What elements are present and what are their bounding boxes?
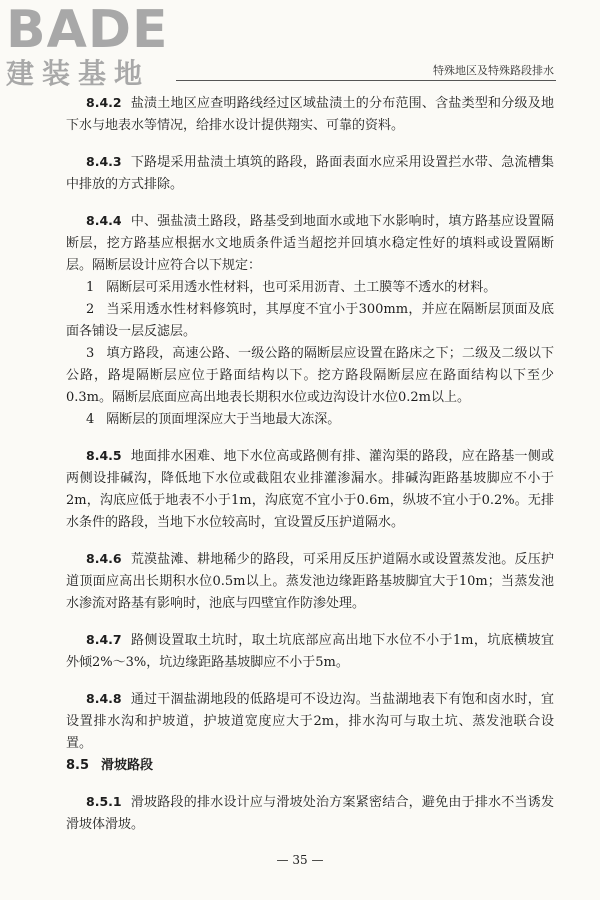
clause-text: 滑坡路段的排水设计应与滑坡处治方案紧密结合，避免由于排水不当诱发滑坡体滑坡。 (66, 795, 554, 832)
logo-subtitle: 建装基地 (6, 57, 151, 90)
clause-number: 8.4.6 (86, 551, 122, 566)
clause-8-4-6 (66, 548, 554, 615)
item-number: 3 (86, 346, 95, 361)
clause-8-4-3 (66, 151, 554, 196)
clause-8-5-1 (66, 791, 554, 836)
clause-8-4-8 (66, 688, 554, 755)
section-number: 8.5 (66, 758, 90, 773)
page-number: — 35 — (276, 853, 324, 867)
clause-text: 荒漠盐滩、耕地稀少的路段，可采用反压护道隔水或设置蒸发池。反压护道顶面应高出长期积水位0.5m以上。蒸发池边缘距路基坡脚宜大于10m；当蒸发池水渗流对路基有影响时，池底与四壁宜作防渗处理。 (66, 552, 554, 611)
clause-number: 8.4.4 (86, 213, 122, 228)
clause-text: 路侧设置取土坑时，取土坑底部应高出地下水位不小于1m，坑底横坡宜外倾2%～3%，坑边缘距路基坡脚应不小于5m。 (66, 633, 554, 670)
clause-number: 8.4.5 (86, 448, 122, 463)
clause-text: 下路堤采用盐渍土填筑的路段，路面表面水应采用设置拦水带、急流槽集中排放的方式排除。 (66, 155, 554, 192)
list-item (66, 299, 554, 343)
list-item (66, 343, 554, 409)
clause-8-4-2 (66, 92, 554, 137)
item-text: 隔断层可采用透水性材料，也可采用沥青、土工膜等不透水的材料。 (106, 280, 497, 295)
item-number: 1 (86, 280, 95, 295)
clause-number: 8.4.2 (86, 95, 122, 110)
clause-8-4-5 (66, 445, 554, 534)
item-text: 当采用透水性材料修筑时，其厚度不宜小于300mm，并应在隔断层顶面及底面各铺设一层反滤层。 (66, 302, 554, 339)
running-header: 特殊地区及特殊路段排水 (433, 64, 554, 77)
clause-number: 8.4.8 (86, 691, 122, 706)
clause-text: 地面排水困难、地下水位高或路侧有排、灌沟渠的路段，应在路基一侧或两侧设排碱沟，降低地下水位或截阻农业排灌渗漏水。排碱沟距路基坡脚应不小于2m，沟底应低于地表不小于1m，沟底宽不宜小于0.6m，纵坡不宜小于0.2%。无排水条件的路段，当地下水位较高时，宜设置反压护道隔水。 (66, 449, 554, 530)
page-body (66, 92, 554, 836)
list-item (66, 277, 554, 299)
item-text: 隔断层的顶面埋深应大于当地最大冻深。 (106, 412, 341, 427)
section-title: 滑坡路段 (101, 758, 154, 773)
item-number: 2 (86, 302, 95, 317)
header-rule (176, 80, 556, 81)
logo-brand: BADE (6, 0, 169, 60)
item-number: 4 (86, 412, 95, 427)
bade-logo (6, 0, 176, 94)
clause-number: 8.4.3 (86, 154, 122, 169)
section-heading (66, 755, 554, 777)
clause-text: 盐渍土地区应查明路线经过区域盐渍土的分布范围、含盐类型和分级及地下水与地表水等情况，给排水设计提供翔实、可靠的资料。 (66, 96, 554, 133)
clause-number: 8.5.1 (86, 794, 122, 809)
item-text: 填方路段，高速公路、一级公路的隔断层应设置在路床之下；二级及二级以下公路，路堤隔断层应位于路面结构以下。挖方路段隔断层应在路面结构以下至少0.3m。隔断层底面应高出地表长期积水位或边沟设计水位0.2m以上。 (66, 346, 554, 405)
clause-8-4-7 (66, 629, 554, 674)
clause-8-4-4 (66, 210, 554, 277)
clause-text: 通过干涸盐湖地段的低路堤可不设边沟。当盐湖地表下有饱和卤水时，宜设置排水沟和护坡道，护坡道宽度应大于2m，排水沟可与取土坑、蒸发池联合设置。 (66, 692, 554, 751)
clause-text: 中、强盐渍土路段，路基受到地面水或地下水影响时，填方路基应设置隔断层，挖方路基应根据水文地质条件适当超挖并回填水稳定性好的填料或设置隔断层。隔断层设计应符合以下规定： (66, 214, 554, 273)
list-item (66, 409, 554, 431)
clause-number: 8.4.7 (86, 632, 122, 647)
